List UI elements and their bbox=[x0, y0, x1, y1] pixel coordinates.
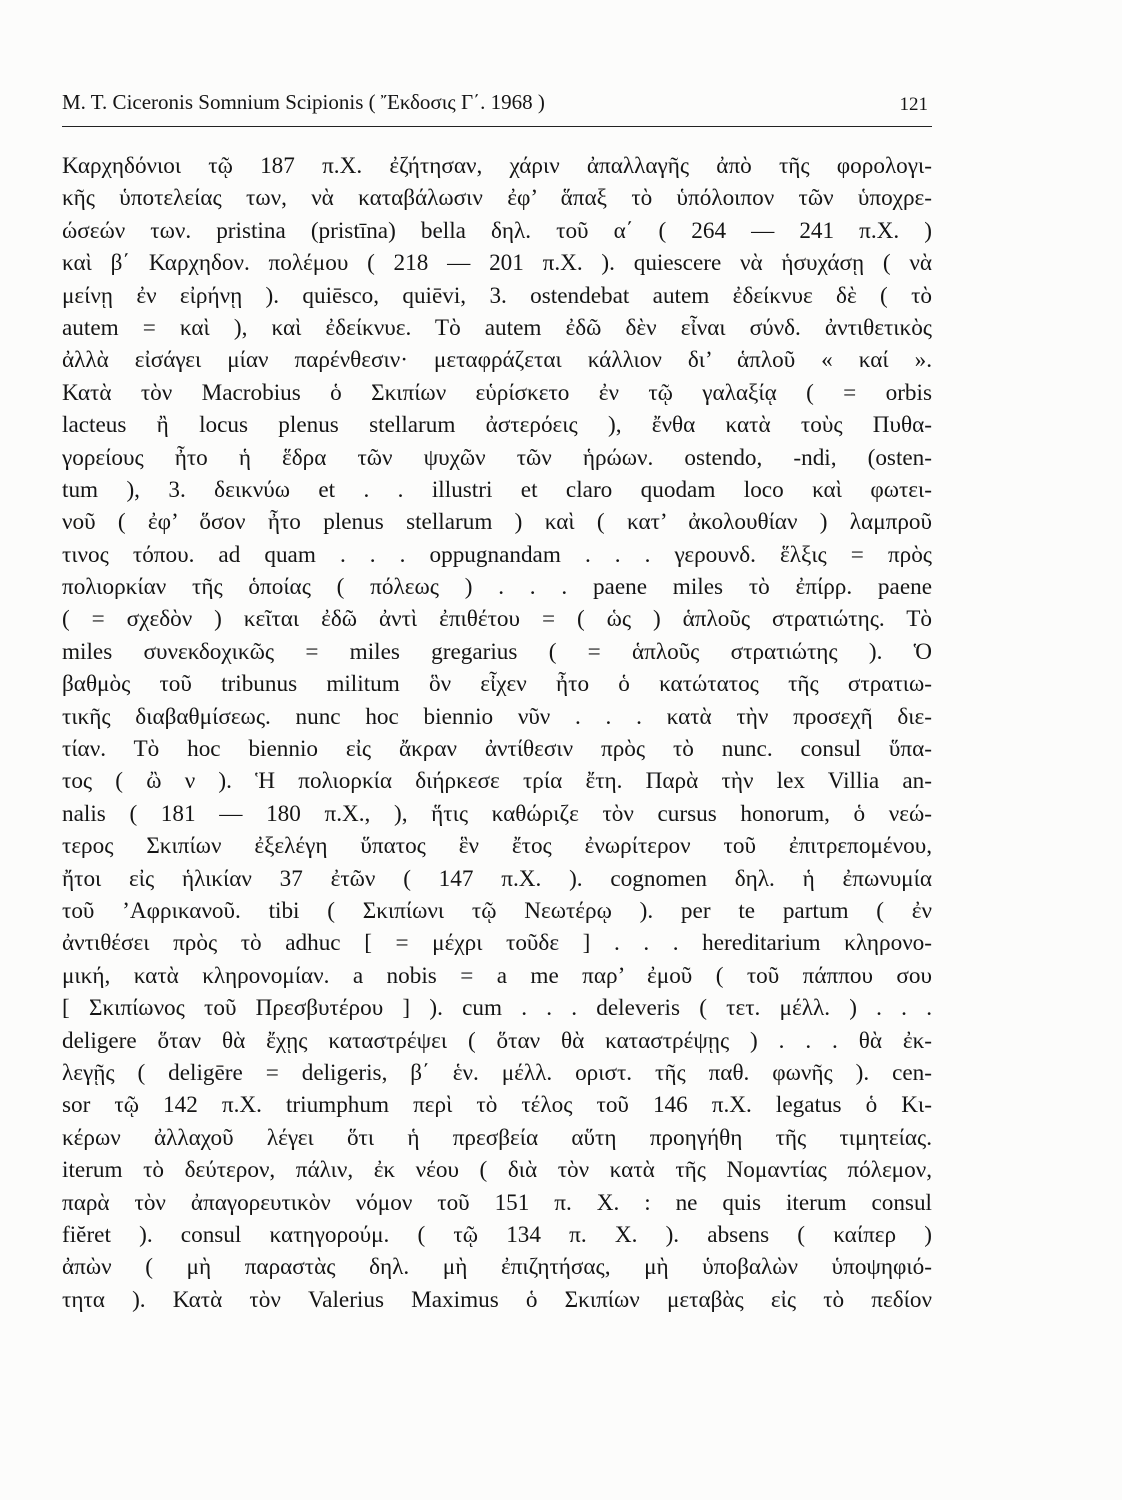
text-line: τοῦ ’Αφρικανοῦ. tibi ( Σκιπίωνι τῷ Νεωτέρῳ ). per te partum ( ἐν bbox=[62, 897, 932, 924]
text-line: ἀντιθέσει πρὸς τὸ adhuc [ = μέχρι τοῦδε ] . . . hereditarium κληρονο- bbox=[62, 930, 932, 957]
text-line: πολιορκίαν τῆς ὁποίας ( πόλεως ) . . . paene miles τὸ ἐπίρρ. paene bbox=[62, 574, 932, 601]
text-line: τος ( ὢ ν ). Ἡ πολιορκία διήρκεσε τρία ἔτη. Παρὰ τὴν lex Villia an- bbox=[62, 768, 932, 795]
text-line: μείνῃ ἐν εἰρήνῃ ). quiēsco, quiēvi, 3. ostendebat autem ἐδείκνυε δὲ ( τὸ bbox=[62, 282, 932, 309]
text-line: fiĕret ). consul κατηγορούμ. ( τῷ 134 π. Χ. ). absens ( καίπερ ) bbox=[62, 1221, 932, 1248]
text-line: νοῦ ( ἐφ’ ὅσον ἦτο plenus stellarum ) καὶ ( κατ’ ἀκολουθίαν ) λαμπροῦ bbox=[62, 509, 932, 536]
text-line: κῆς ὑποτελείας των, νὰ καταβάλωσιν ἐφ’ ἅπαξ τὸ ὑπόλοιπον τῶν ὑποχρε- bbox=[62, 185, 932, 212]
text-line: τερος Σκιπίων ἐξελέγη ὕπατος ἓν ἔτος ἐνωρίτερον τοῦ ἐπιτρεπομένου, bbox=[62, 833, 932, 860]
text-line: τητα ). Κατὰ τὸν Valerius Maximus ὁ Σκιπίων μεταβὰς εἰς τὸ πεδίον bbox=[62, 1286, 932, 1313]
text-line: ( = σχεδὸν ) κεῖται ἐδῶ ἀντὶ ἐπιθέτου = ( ὡς ) ἁπλοῦς στρατιώτης. Τὸ bbox=[62, 606, 932, 633]
text-line: Κατὰ τὸν Macrobius ὁ Σκιπίων εὑρίσκετο ἐν τῷ γαλαξίᾳ ( = orbis bbox=[62, 379, 932, 406]
running-title: M. T. Ciceronis Somnium Scipionis ( Ἔκδοσις Γ΄. 1968 ) bbox=[62, 90, 545, 114]
text-line: nalis ( 181 — 180 π.Χ., ), ἥτις καθώριζε τὸν cursus honorum, ὁ νεώ- bbox=[62, 800, 932, 827]
text-line: μική, κατὰ κληρονομίαν. a nobis = a me παρ’ ἐμοῦ ( τοῦ πάππου σου bbox=[62, 962, 932, 989]
text-line: λεγῇς ( deligēre = deligeris, β΄ ἑν. μέλλ. οριστ. τῆς παθ. φωνῆς ). cen- bbox=[62, 1059, 932, 1086]
running-header bbox=[62, 88, 932, 122]
text-line: sor τῷ 142 π.Χ. triumphum περὶ τὸ τέλος τοῦ 146 π.Χ. legatus ὁ Κι- bbox=[62, 1092, 932, 1119]
text-line: βαθμὸς τοῦ tribunus militum ὃν εἶχεν ἦτο ὁ κατώτατος τῆς στρατιω- bbox=[62, 671, 932, 698]
text-line: παρὰ τὸν ἀπαγορευτικὸν νόμον τοῦ 151 π. Χ. : ne quis iterum consul bbox=[62, 1189, 932, 1216]
text-line: tum ), 3. δεικνύω et . . illustri et claro quodam loco καὶ φωτει- bbox=[62, 476, 932, 503]
text-line: autem = καὶ ), καὶ ἐδείκνυε. Τὸ autem ἐδῶ δὲν εἶναι σύνδ. ἀντιθετικὸς bbox=[62, 314, 932, 341]
text-line: lacteus ἢ locus plenus stellarum ἀστερόεις ), ἔνθα κατὰ τοὺς Πυθα- bbox=[62, 412, 932, 439]
text-line: deligere ὅταν θὰ ἔχῃς καταστρέψει ( ὅταν θὰ καταστρέψῃς ) . . . θὰ ἐκ- bbox=[62, 1027, 932, 1054]
text-line: τίαν. Τὸ hoc biennio εἰς ἄκραν ἀντίθεσιν πρὸς τὸ nunc. consul ὕπα- bbox=[62, 736, 932, 763]
text-line: ἀπὼν ( μὴ παραστὰς δηλ. μὴ ἐπιζητήσας, μὴ ὑποβαλὼν ὑποψηφιό- bbox=[62, 1254, 932, 1281]
text-line: ώσεών των. pristina (pristīna) bella δηλ. τοῦ α΄ ( 264 — 241 π.Χ. ) bbox=[62, 217, 932, 244]
page-number: 121 bbox=[899, 94, 928, 115]
text-line: miles συνεκδοχικῶς = miles gregarius ( = ἁπλοῦς στρατιώτης ). Ὁ bbox=[62, 638, 932, 665]
text-line: τινος τόπου. ad quam . . . oppugnandam . . . γερουνδ. ἕλξις = πρὸς bbox=[62, 541, 932, 568]
commentary-text bbox=[62, 150, 932, 1316]
text-line: καὶ β΄ Καρχηδον. πολέμου ( 218 — 201 π.Χ. ). quiescere νὰ ἡσυχάσῃ ( νὰ bbox=[62, 250, 932, 277]
text-line: Καρχηδόνιοι τῷ 187 π.Χ. ἐζήτησαν, χάριν ἀπαλλαγῆς ἀπὸ τῆς φορολογι- bbox=[62, 153, 932, 179]
text-line: ἀλλὰ εἰσάγει μίαν παρένθεσιν· μεταφράζεται κάλλιον δι’ ἁπλοῦ « καί ». bbox=[62, 347, 932, 374]
text-line: [ Σκιπίωνος τοῦ Πρεσβυτέρου ] ). cum . . . deleveris ( τετ. μέλλ. ) . . . bbox=[62, 995, 932, 1022]
text-line: ἤτοι εἰς ἡλικίαν 37 ἐτῶν ( 147 π.Χ. ). cognomen δηλ. ἡ ἐπωνυμία bbox=[62, 865, 932, 892]
header-rule bbox=[62, 126, 932, 127]
text-line: γορείους ἦτο ἡ ἕδρα τῶν ψυχῶν τῶν ἡρώων. ostendo, -ndi, (osten- bbox=[62, 444, 932, 471]
text-line: τικῆς διαβαθμίσεως. nunc hoc biennio νῦν . . . κατὰ τὴν προσεχῆ διε- bbox=[62, 703, 932, 730]
text-line: iterum τὸ δεύτερον, πάλιν, ἐκ νέου ( διὰ τὸν κατὰ τῆς Νομαντίας πόλεμον, bbox=[62, 1157, 932, 1184]
text-line: κέρων ἀλλαχοῦ λέγει ὅτι ἡ πρεσβεία αὕτη προηγήθη τῆς τιμητείας. bbox=[62, 1124, 932, 1151]
